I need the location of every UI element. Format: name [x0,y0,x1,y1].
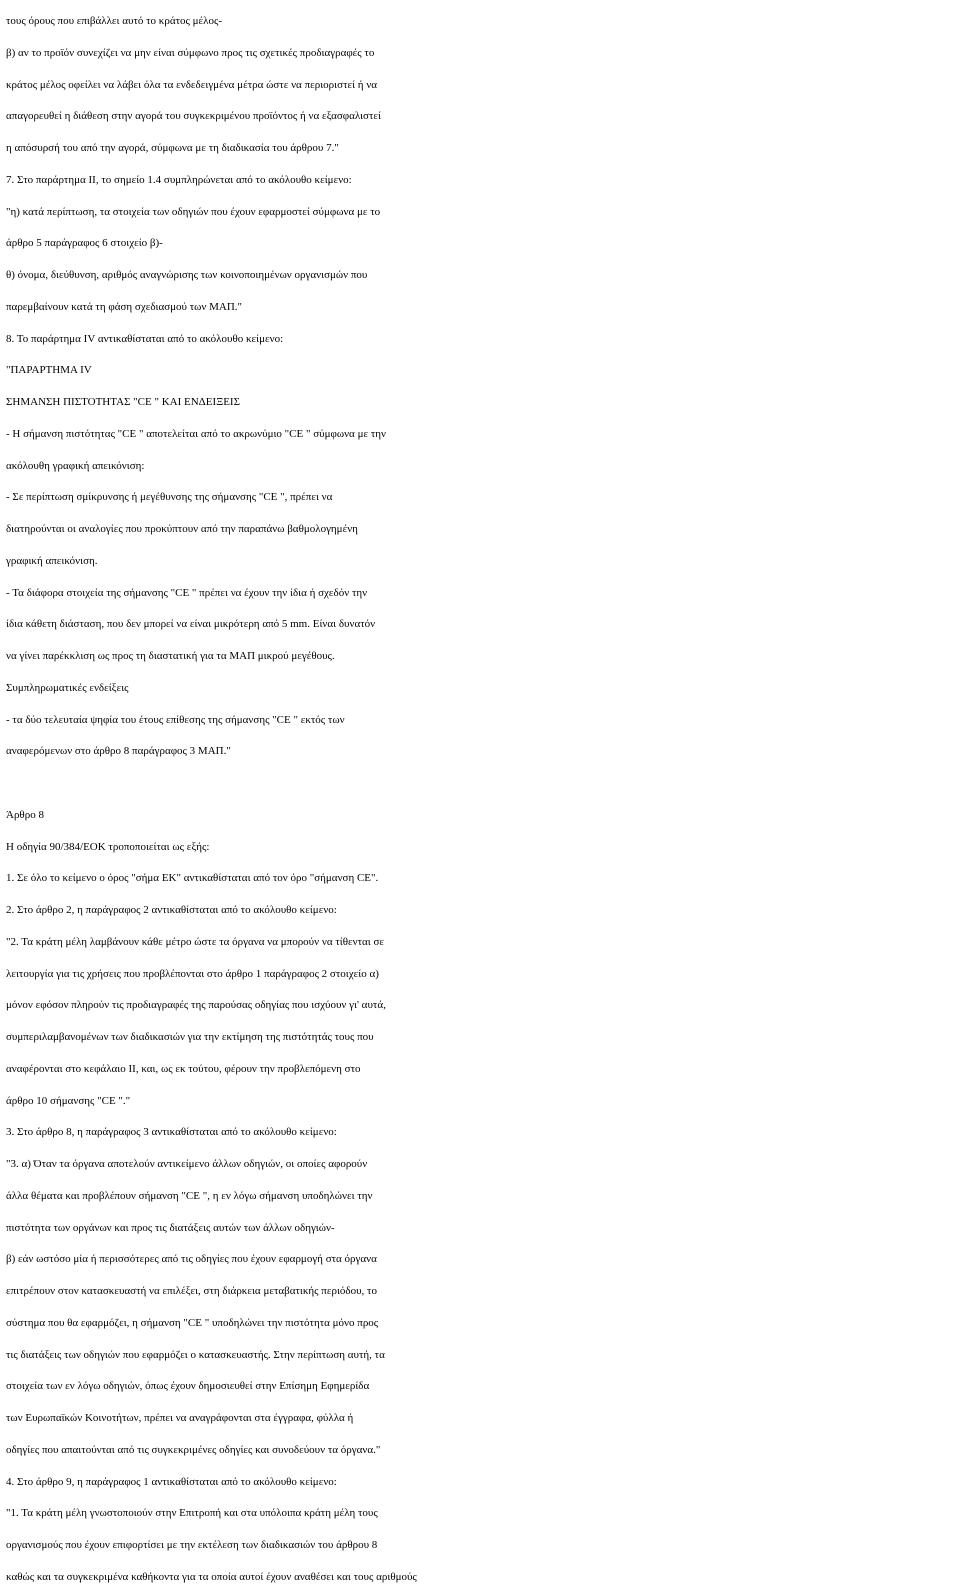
text-line: 4. Στο άρθρο 9, η παράγραφος 1 αντικαθίσταται από το ακόλουθο κείμενο: [6,1475,337,1488]
text-line: πιστότητα των οργάνων και προς τις διατάξεις αυτών των άλλων οδηγιών- [6,1221,335,1234]
text-line: αναφέρονται στο κεφάλαιο II, και, ως εκ τούτου, φέρουν την προβλεπόμενη στο [6,1062,361,1075]
text-line: "1. Τα κράτη μέλη γνωστοποιούν στην Επιτροπή και στα υπόλοιπα κράτη μέλη τους [6,1507,378,1520]
article-heading: Άρθρο 8 [6,808,44,821]
text-line: να γίνει παρέκκλιση ως προς τη διαστατική για τα ΜΑΠ μικρού μεγέθους. [6,650,335,662]
text-line: "2. Τα κράτη μέλη λαμβάνουν κάθε μέτρο ώστε τα όργανα να μπορούν να τίθενται σε [6,935,385,948]
text-line: - τα δύο τελευταία ψηφία του έτους επίθεσης της σήμανσης "CE " εκτός των [6,713,345,726]
text-line: 8. Το παράρτημα IV αντικαθίσταται από το ακόλουθο κείμενο: [6,332,284,345]
text-line: λειτουργία για τις χρήσεις που προβλέπονται στο άρθρο 1 παράγραφος 2 στοιχείο α) [6,967,379,980]
text-line: 3. Στο άρθρο 8, η παράγραφος 3 αντικαθίσταται από το ακόλουθο κείμενο: [6,1126,337,1139]
text-line: β) αν το προϊόν συνεχίζει να μην είναι σύμφωνο προς τις σχετικές προδιαγραφές το [6,46,375,59]
text-line: - Η σήμανση πιστότητας "CE " αποτελείται από το ακρωνύμιο "CE " σύμφωνα με την [6,427,386,440]
text-line: καθώς και τα συγκεκριμένα καθήκοντα για τα οποία αυτοί έχουν αναθέσει και τους αριθμούς [6,1570,417,1583]
text-line: τις διατάξεις των οδηγιών που εφαρμόζει ο κατασκευαστής. Στην περίπτωση αυτή, τα [6,1348,385,1361]
text-line: απαγορευθεί η διάθεση στην αγορά του συγκεκριμένου προϊόντος ή να εξασφαλιστεί [6,110,381,123]
text-line: σύστημα που θα εφαρμόζει, η σήμανση "CE " υποδηλώνει την πιστότητα μόνο προς [6,1316,379,1329]
section-label: Συμπληρωματικές ενδείξεις [6,681,129,694]
text-line: άρθρο 5 παράγραφος 6 στοιχείο β)- [6,237,163,250]
text-line: μόνον εφόσον πληρούν τις προδιαγραφές της παρούσας οδηγίας που ισχύουν γι' αυτά, [6,999,386,1012]
text-line: άλλα θέματα και προβλέπουν σήμανση "CE ", η εν λόγω σήμανση υποδηλώνει την [6,1189,373,1202]
text-line: διατηρούνται οι αναλογίες που προκύπτουν από την παραπάνω βαθμολογημένη [6,523,358,535]
text-line: γραφική απεικόνιση. [6,554,98,567]
text-line: - Τα διάφορα στοιχεία της σήμανσης "CE " πρέπει να έχουν την ίδια ή σχεδόν την [6,586,368,599]
text-line: συμπεριλαμβανομένων των διαδικασιών για την εκτίμηση της πιστότητάς τους που [6,1031,374,1043]
text-line: 7. Στο παράρτημα II, το σημείο 1.4 συμπληρώνεται από το ακόλουθο κείμενο: [6,173,352,186]
text-line: επιτρέπουν στον κατασκευαστή να επιλέξει, στη διάρκεια μεταβατικής περιόδου, το [6,1285,377,1297]
text-line: "3. α) Όταν τα όργανα αποτελούν αντικείμενο άλλων οδηγιών, οι οποίες αφορούν [6,1158,368,1170]
text-line: η απόσυρσή του από την αγορά, σύμφωνα με τη διαδικασία του άρθρου 7." [6,142,339,154]
text-line: 2. Στο άρθρο 2, η παράγραφος 2 αντικαθίσταται από το ακόλουθο κείμενο: [6,904,337,916]
blank-line [6,768,952,800]
text-line: αναφερόμενων στο άρθρο 8 παράγραφος 3 ΜΑΠ." [6,745,231,758]
text-line: "η) κατά περίπτωση, τα στοιχεία των οδηγιών που έχουν εφαρμοστεί σύμφωνα με το [6,205,381,218]
text-line: ίδια κάθετη διάσταση, που δεν μπορεί να είναι μικρότερη από 5 mm. Είναι δυνατόν [6,618,376,631]
text-line: των Ευρωπαϊκών Κοινοτήτων, πρέπει να αναγράφονται στα έγγραφα, φύλλα ή [6,1412,354,1424]
text-line: οργανισμούς που έχουν επιφορτίσει με την εκτέλεση των διαδικασιών του άρθρου 8 [6,1539,378,1551]
annex-subheading: ΣΗΜΑΝΣΗ ΠΙΣΤΟΤΗΤΑΣ "CE " ΚΑΙ ΕΝΔΕΙΞΕΙΣ [6,396,240,408]
text-line: οδηγίες που απαιτούνται από τις συγκεκριμένες οδηγίες και συνοδεύουν τα όργανα." [6,1443,381,1456]
text-line: 1. Σε όλο το κείμενο ο όρος "σήμα ΕΚ" αντικαθίσταται από τον όρο "σήμανση CE". [6,872,379,885]
text-line: άρθρο 10 σήμανσης "CE "." [6,1094,131,1107]
text-line: τους όρους που επιβάλλει αυτό το κράτος μέλος- [6,15,222,27]
text-line: στοιχεία των εν λόγω οδηγιών, όπως έχουν δημοσιευθεί στην Επίσημη Εφημερίδα [6,1380,370,1393]
text-line: θ) όνομα, διεύθυνση, αριθμός αναγνώρισης των κοινοποιημένων οργανισμών που [6,269,368,281]
text-line: β) εάν ωστόσο μία ή περισσότερες από τις οδηγίες που έχουν εφαρμογή στα όργανα [6,1253,377,1266]
annex-heading: "ΠΑΡΑΡΤΗΜΑ IV [6,364,92,377]
text-line: παρεμβαίνουν κατά τη φάση σχεδιασμού των ΜΑΠ." [6,300,243,313]
text-line: ακόλουθη γραφική απεικόνιση: [6,459,145,472]
text-line: Η οδηγία 90/384/ΕΟΚ τροποποιείται ως εξής: [6,840,210,853]
text-line: - Σε περίπτωση σμίκρυνσης ή μεγέθυνσης της σήμανσης "CE ", πρέπει να [6,491,333,504]
text-line: κράτος μέλος οφείλει να λάβει όλα τα ενδεδειγμένα μέτρα ώστε να περιοριστεί ή να [6,78,378,91]
